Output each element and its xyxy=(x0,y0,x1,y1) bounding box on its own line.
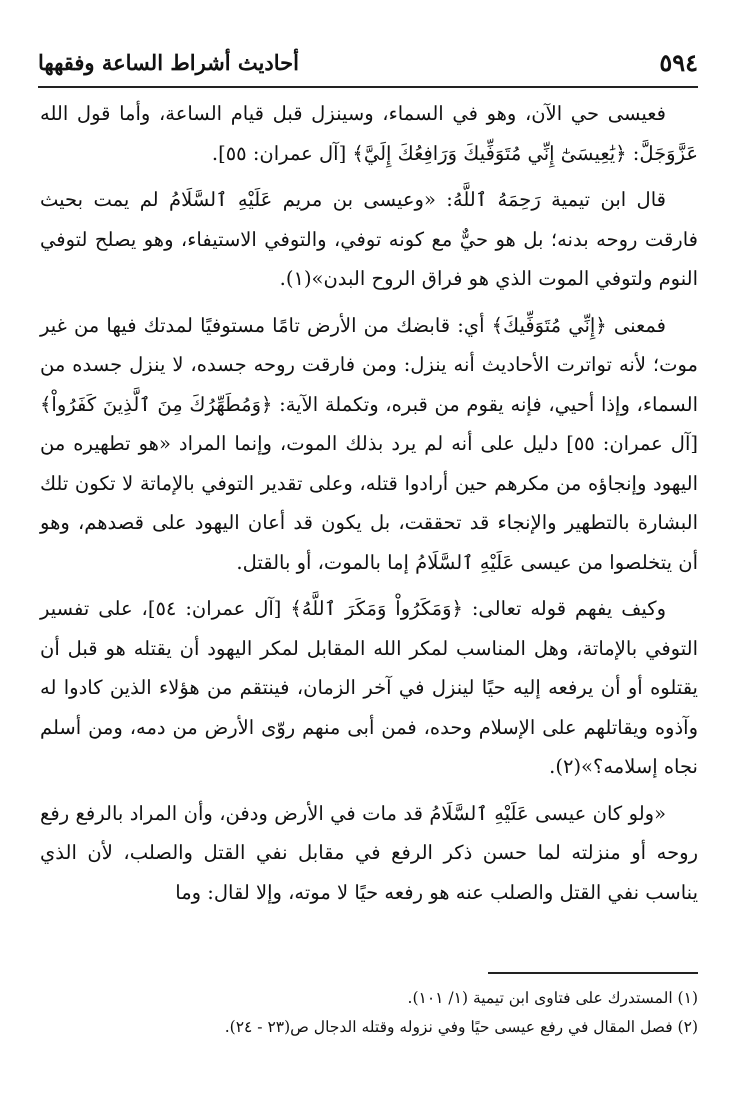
header-rule xyxy=(38,86,698,88)
footnote-separator xyxy=(488,972,698,974)
page-header xyxy=(38,44,698,84)
paragraph: فمعنى ﴿إِنِّي مُتَوَفِّيكَ﴾ أي: قابضك من الأرض تامًا مستوفيًا لمدتك فيها من غير موت؛ لأنه تواترت الأحاديث أنه ينزل: ومن فارقت روحه جسده، لا ينزل جسده من السماء، وإذا أحيي، فإنه يقوم من قبره، وتكملة الآية: ﴿وَمُطَهِّرُكَ مِنَ ٱلَّذِينَ كَفَرُواْ﴾ [آل عمران: ٥٥] دليل على أنه لم يرد بذلك الموت، وإنما المراد «هو تطهيره من اليهود وإنجاؤه من مكرهم حين أرادوا قتله، وعلى تقدير التوفي بالإماتة لا تكون تلك البشارة بالتطهير والإنجاء قد تحققت، بل يكون قد أعان اليهود على قصدهم، وهو أن يتخلصوا من عيسى عَلَيْهِ ٱلسَّلَامُ إما بالموت، أو بالقتل. xyxy=(40,313,698,574)
paragraph: «ولو كان عيسى عَلَيْهِ ٱلسَّلَامُ قد مات في الأرض ودفن، وأن المراد بالرفع رفع روحه أو منزلته لما حسن ذكر الرفع في مقابل نفي القتل والصلب، لأن الذي يناسب نفي القتل والصلب عنه هو رفعه حيًا لا موته، وإلا لقال: وما xyxy=(40,801,698,904)
footnote: (١) المستدرك على فتاوى ابن تيمية (١/ ١٠١). xyxy=(407,989,698,1007)
footnote: (٢) فصل المقال في رفع عيسى حيًا وفي نزوله وقتله الدجال ص(٢٣ - ٢٤). xyxy=(224,1018,698,1036)
paragraph: فعيسى حي الآن، وهو في السماء، وسينزل قبل قيام الساعة، وأما قول الله عَزَّوَجَلَّ: ﴿يَٰعِيسَىٰٓ إِنِّي مُتَوَفِّيكَ وَرَافِعُكَ إِلَيَّ﴾ [آل عمران: ٥٥]. xyxy=(40,102,698,165)
footnotes xyxy=(40,972,698,1042)
page-body xyxy=(40,94,698,919)
paragraph: وكيف يفهم قوله تعالى: ﴿وَمَكَرُواْ وَمَكَرَ ٱللَّهُ﴾ [آل عمران: ٥٤]، على تفسير التوفي بالإماتة، وهل المناسب لمكر الله المقابل لمكر اليهود أن يقتله هو قبل أن يقتلوه أو أن يرفعه إليه حيًا لينزل في آخر الزمان، فينتقم من هؤلاء الذين كادوا له وآذوه ويقاتلهم على الإسلام وحده، فمن أبى منهم روّى الأرض من دمه، ومن أسلم نجاه إسلامه؟»(٢). xyxy=(40,597,698,778)
running-title: أحاديث أشراط الساعة وفقهها xyxy=(38,50,299,75)
paragraph: قال ابن تيمية رَحِمَهُ ٱللَّهُ: «وعيسى بن مريم عَلَيْهِ ٱلسَّلَامُ لم يمت بحيث فارقت روحه بدنه؛ بل هو حيٌّ مع كونه توفي، والتوفي الاستيفاء، وهو يصلح لتوفي النوم ولتوفي الموت الذي هو فراق الروح البدن»(١). xyxy=(40,188,698,290)
page-number: ٥٩٤ xyxy=(659,48,698,77)
